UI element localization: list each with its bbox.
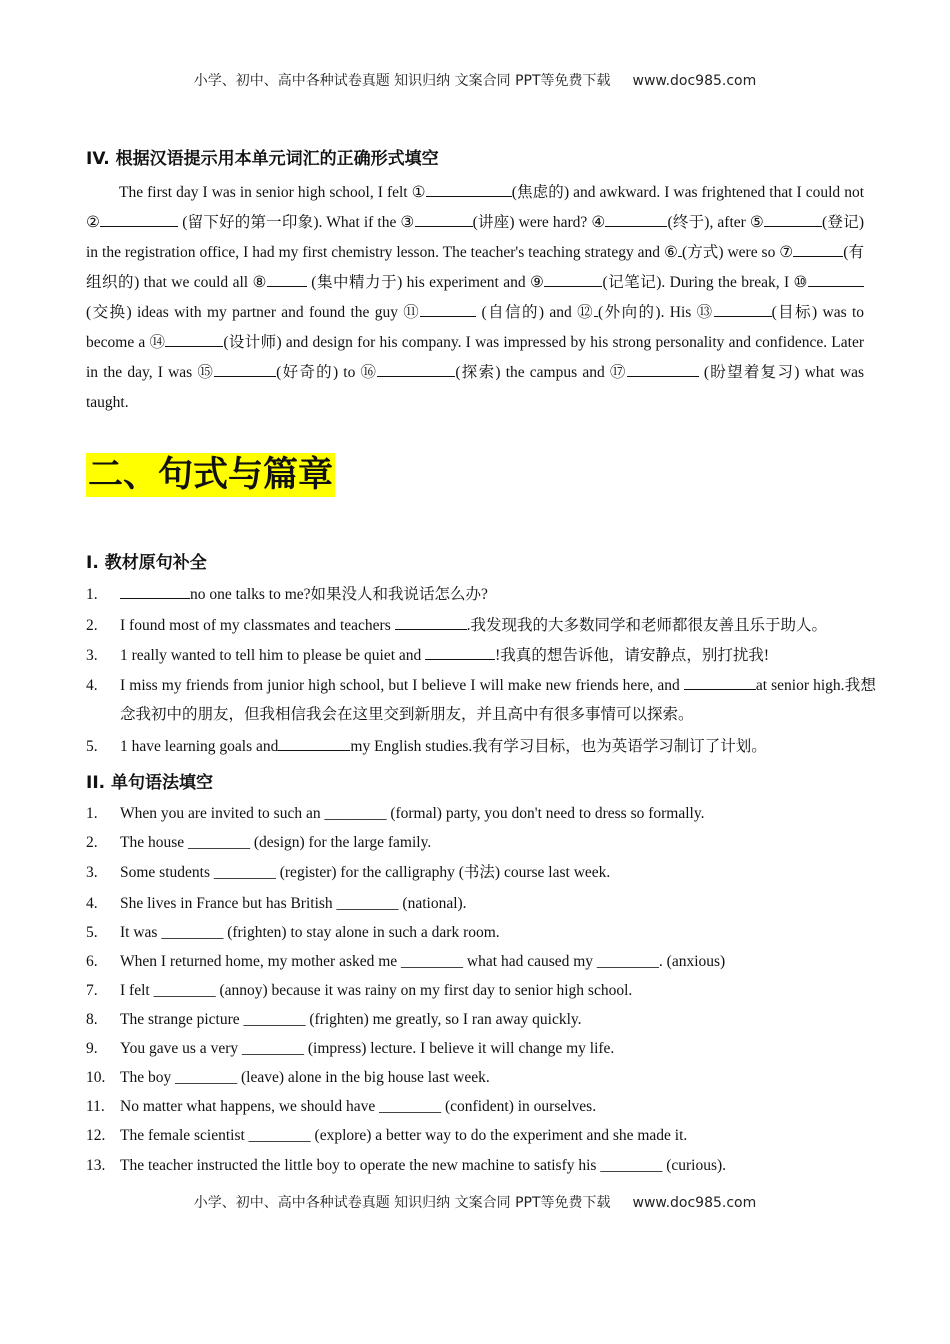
blank-10[interactable]	[808, 272, 864, 287]
item-text: Some students ________ (register) for the calligraphy (书法) course last week.	[120, 864, 611, 881]
list-item	[86, 947, 876, 976]
item-text: It was ________ (frighten) to stay alone in such a dark room.	[120, 924, 500, 941]
item-number: 2.	[86, 834, 98, 851]
passage-text: (登记) in the registration office, I had my first chemistry lesson. The teacher's teaching strategy and ⑥	[86, 214, 864, 261]
item-text: When you are invited to such an ________ (formal) party, you don't need to dress so formally.	[120, 805, 705, 822]
list-item: 1. no one talks to me?如果没人和我说话怎么办?	[86, 580, 876, 609]
item-number: 7.	[86, 982, 98, 999]
page-header	[0, 70, 950, 90]
blank-15[interactable]	[214, 362, 276, 377]
item-text: The strange picture ________ (frighten) me greatly, so I ran away quickly.	[120, 1011, 582, 1028]
passage-text: (自信的) and ⑫	[476, 304, 595, 321]
header-text: 小学、初中、高中各种试卷真题 知识归纳 文案合同 PPT等免费下载	[193, 73, 611, 89]
item-text: The female scientist ________ (explore) a better way to do the experiment and she made it.	[120, 1127, 688, 1144]
answer-blank[interactable]	[120, 584, 190, 599]
passage-text: (集中精力于) his experiment and ⑨	[306, 274, 545, 291]
passage-text: (讲座) were hard? ④	[472, 214, 606, 231]
blank-14[interactable]	[165, 332, 223, 347]
item-number: 5.	[86, 738, 98, 755]
list-item: 4. I miss my friends from junior high school, but I believe I will make new friends here, and at senior high.我想念我初中的朋友，但我相信我会在这里交到新朋友，并且高中有很多事情可以探索。	[86, 671, 876, 729]
passage-text: (目标) was to become a ⑭	[86, 304, 864, 351]
item-text: The boy ________ (leave) alone in the big house last week.	[120, 1069, 490, 1086]
section-iv-heading: IV. 根据汉语提示用本单元词汇的正确形式填空	[86, 149, 439, 169]
item-number: 1.	[86, 805, 98, 822]
item-text: The teacher instructed the little boy to operate the new machine to satisfy his ________ (curious).	[120, 1157, 727, 1174]
item-text: No matter what happens, we should have ________ (confident) in ourselves.	[120, 1098, 597, 1115]
item-number: 8.	[86, 1011, 98, 1028]
list-item	[86, 1005, 876, 1034]
passage-text: (好奇的) to ⑯	[276, 364, 378, 381]
list-item: 2. I found most of my classmates and teachers .我发现我的大多数同学和老师都很友善且乐于助人。	[86, 611, 876, 640]
passage-text: (终于), after ⑤	[667, 214, 765, 231]
blank-1[interactable]	[426, 182, 512, 197]
passage-text: The first day I was in senior high school, I felt ①	[119, 184, 426, 201]
footer-text: 小学、初中、高中各种试卷真题 知识归纳 文案合同 PPT等免费下载	[193, 1195, 611, 1211]
answer-blank[interactable]	[395, 615, 467, 630]
item-number: 2.	[86, 617, 98, 634]
blank-5[interactable]	[764, 212, 822, 227]
item-text: When I returned home, my mother asked me ________ what had caused my ________. (anxious)	[120, 953, 726, 970]
passage-text: (留下好的第一印象). What if the ③	[178, 214, 415, 231]
section-i-heading-text: I. 教材原句补全	[86, 553, 207, 573]
item-number: 11.	[86, 1098, 105, 1115]
passage-text: (盼望着复习) what was taught.	[86, 364, 864, 411]
blank-3[interactable]	[415, 212, 473, 227]
list-item	[86, 976, 876, 1005]
item-text: I felt ________ (annoy) because it was rainy on my first day to senior high school.	[120, 982, 633, 999]
blank-4[interactable]	[605, 212, 667, 227]
part-two-title: 二、句式与篇章	[88, 455, 334, 495]
passage-text: (外向的). His ⑬	[598, 304, 714, 321]
item-number: 10.	[86, 1069, 106, 1086]
answer-blank[interactable]	[684, 675, 756, 690]
list-item	[86, 828, 876, 857]
list-item	[86, 1121, 876, 1150]
section-iv-passage	[86, 178, 864, 418]
item-number: 1.	[86, 586, 98, 603]
blank-17[interactable]	[627, 362, 699, 377]
section-ii-heading: II. 单句语法填空	[86, 773, 214, 793]
list-item	[86, 889, 876, 918]
item-number: 13.	[86, 1157, 106, 1174]
blank-11[interactable]	[420, 302, 476, 317]
item-number: 4.	[86, 677, 98, 694]
blank-9[interactable]	[544, 272, 602, 287]
list-item	[86, 799, 876, 828]
section-i-heading	[86, 548, 207, 573]
passage-text: (交换) ideas with my partner and found the guy ⑪	[86, 304, 421, 321]
list-item	[86, 1034, 876, 1063]
item-text: The house ________ (design) for the large family.	[120, 834, 432, 851]
list-item	[86, 858, 876, 887]
item-number: 9.	[86, 1040, 98, 1057]
item-number: 5.	[86, 924, 98, 941]
footer-url[interactable]: www.doc985.com	[632, 1195, 757, 1211]
passage-text: (焦虑的) and awkward. I was frightened that I could not ②	[86, 184, 864, 231]
page-footer	[0, 1192, 950, 1212]
list-item	[86, 918, 876, 947]
item-text: She lives in France but has British ________ (national).	[120, 895, 467, 912]
passage-text: (记笔记). During the break, I ⑩	[602, 274, 808, 291]
item-number: 3.	[86, 647, 98, 664]
list-item	[86, 1092, 876, 1121]
answer-blank[interactable]	[425, 645, 495, 660]
list-item: 5. 1 have learning goals and my English studies.我有学习目标，也为英语学习制订了计划。	[86, 732, 876, 761]
list-item: 3. 1 really wanted to tell him to please be quiet and !我真的想告诉他，请安静点，别打扰我!	[86, 641, 876, 670]
answer-blank[interactable]	[278, 736, 350, 751]
list-item	[86, 1151, 876, 1180]
item-number: 12.	[86, 1127, 106, 1144]
blank-7[interactable]	[793, 242, 843, 257]
passage-text: (探索) the campus and ⑰	[455, 364, 627, 381]
item-number: 6.	[86, 953, 98, 970]
list-item	[86, 1063, 876, 1092]
passage-text: (方式) were so ⑦	[681, 244, 794, 261]
blank-13[interactable]	[714, 302, 772, 317]
item-number: 4.	[86, 895, 98, 912]
blank-8[interactable]	[267, 272, 307, 287]
header-url[interactable]: www.doc985.com	[632, 73, 757, 89]
passage-text: (设计师) and design for his company. I was impressed by his strong personality and confidence. Later in the day, I was ⑮	[86, 334, 865, 381]
item-number: 3.	[86, 864, 98, 881]
blank-2[interactable]	[100, 212, 178, 227]
passage-text: (有组织的) that we could all ⑧	[86, 244, 864, 291]
blank-16[interactable]	[377, 362, 455, 377]
item-text: You gave us a very ________ (impress) lecture. I believe it will change my life.	[120, 1040, 615, 1057]
